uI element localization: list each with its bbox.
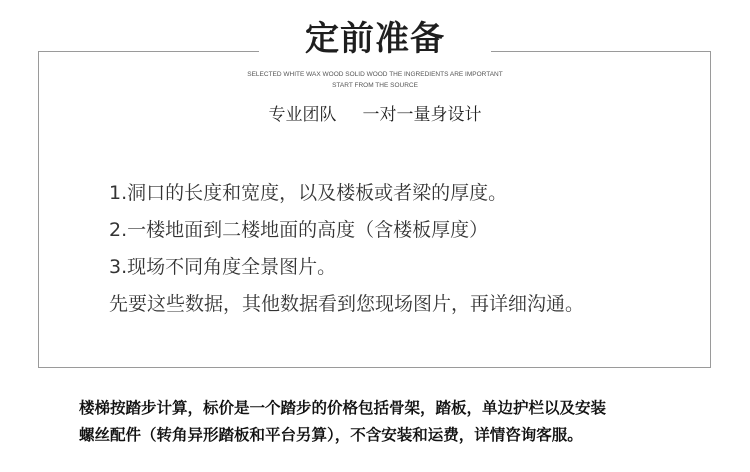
requirement-item: 2.一楼地面到二楼地面的高度（含楼板厚度）: [109, 219, 489, 241]
page-title: 定前准备: [259, 16, 491, 62]
pricing-note: [79, 395, 606, 449]
tagline-custom-design: 一对一量身设计: [362, 105, 482, 125]
pricing-note-line1: 楼梯按踏步计算，标价是一个踏步的价格包括骨架，踏板，单边护栏以及安装: [79, 399, 607, 417]
requirement-item: 1.洞口的长度和宽度，以及楼板或者梁的厚度。: [109, 182, 508, 204]
requirements-list: [109, 175, 584, 323]
title-wrap: [0, 16, 750, 62]
tagline-team: 专业团队: [268, 105, 337, 125]
english-subtitle-line1: SELECTED WHITE WAX WOOD SOLID WOOD THE INGREDIENTS ARE IMPORTANT: [247, 71, 503, 78]
pricing-note-line2: 螺丝配件（转角异形踏板和平台另算），不含安装和运费，详情咨询客服。: [79, 426, 583, 444]
requirement-summary: 先要这些数据，其他数据看到您现场图片，再详细沟通。: [109, 293, 585, 315]
english-subtitle-line2: START FROM THE SOURCE: [332, 82, 418, 89]
requirement-item: 3.现场不同角度全景图片。: [109, 256, 337, 278]
tagline: [0, 104, 750, 126]
